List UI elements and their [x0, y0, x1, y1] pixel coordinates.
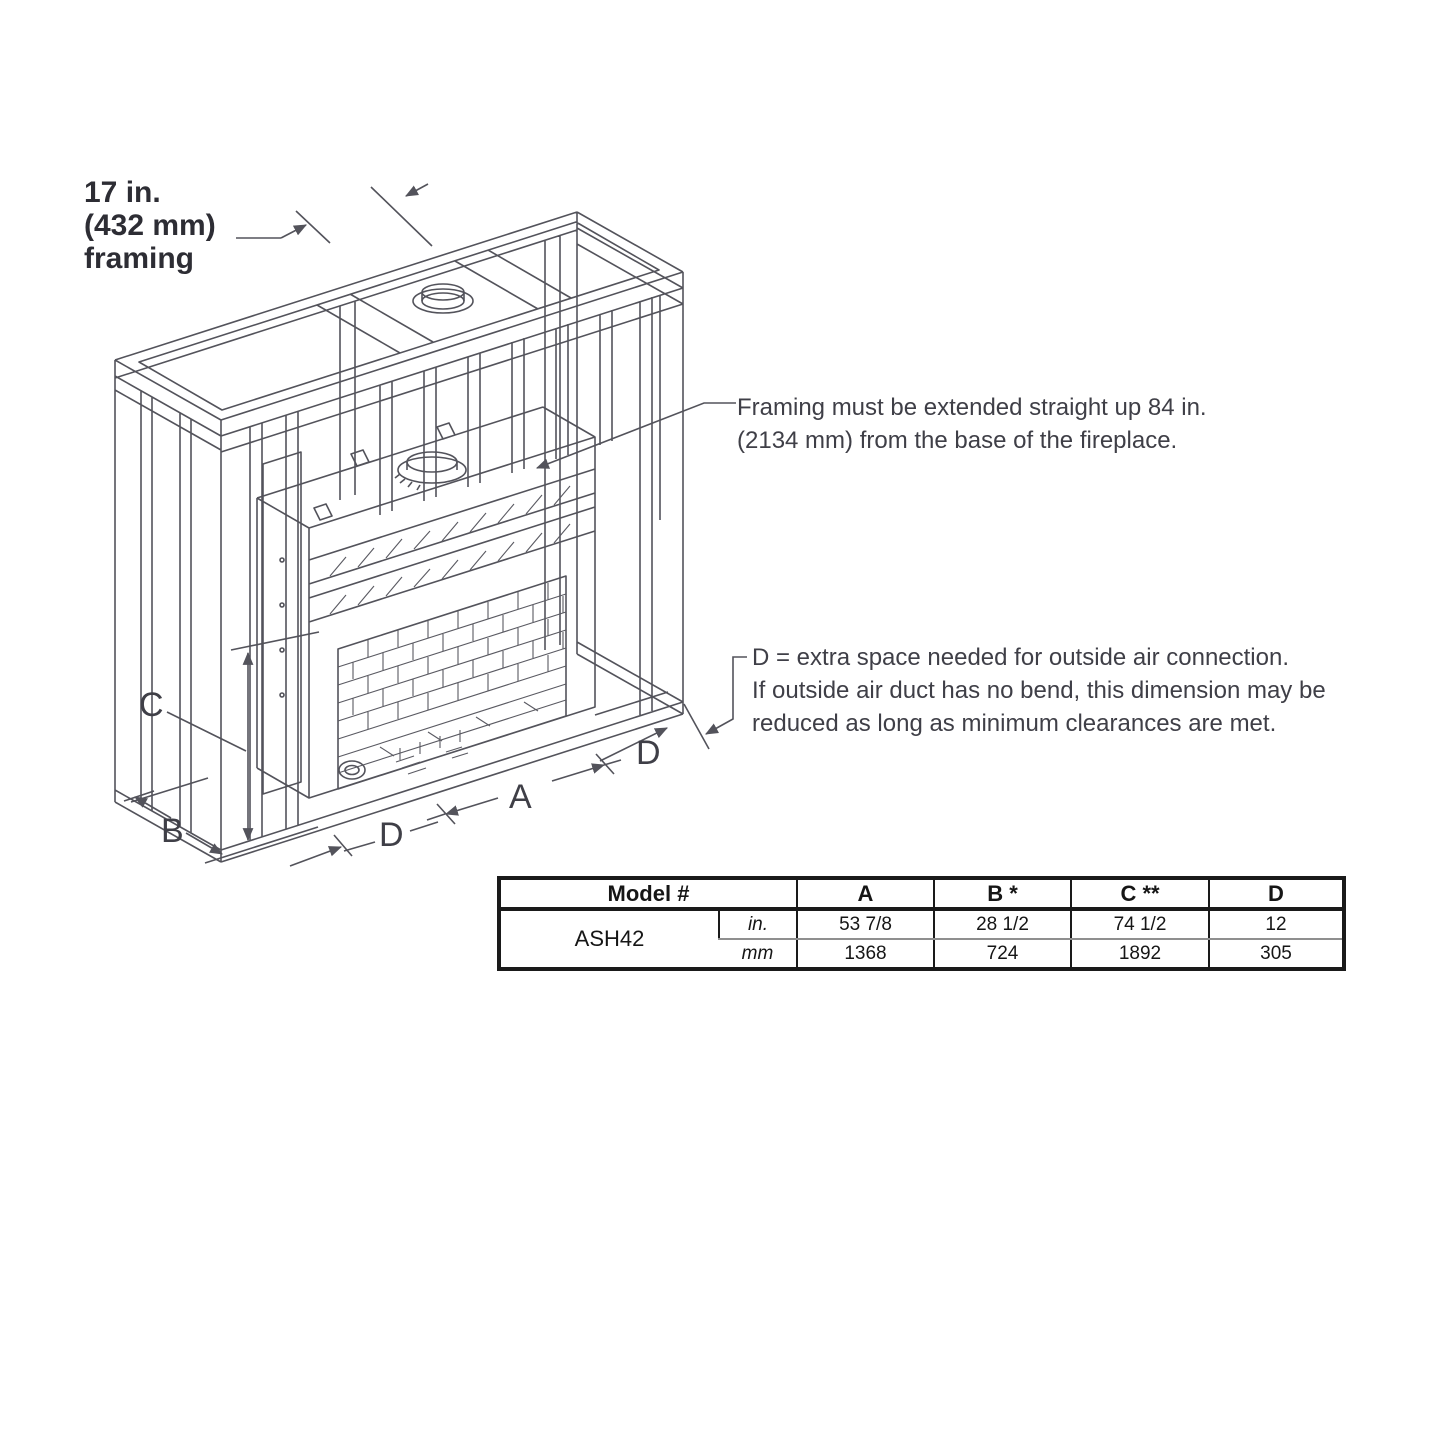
- header-d: D: [1209, 878, 1344, 909]
- model-value: ASH42: [574, 926, 645, 951]
- unit-mm: mm: [741, 942, 774, 964]
- framing-extension-note: [737, 391, 1207, 457]
- firebox-brick-detail: [330, 486, 570, 774]
- spec-row-inches: [499, 909, 1344, 939]
- stud-frame-structure: [115, 212, 683, 862]
- dim-label-c: C: [139, 686, 164, 724]
- framing-label-line1: 17 in.: [84, 176, 161, 209]
- value-d-in: 12: [1209, 909, 1344, 939]
- air-note-line2: If outside air duct has no bend, this dimension may be: [752, 677, 1326, 704]
- air-note-line1: D = extra space needed for outside air connection.: [752, 644, 1289, 671]
- dim-label-d-right: D: [636, 734, 661, 772]
- framing-dimension-label: [84, 176, 216, 275]
- dim-label-a: A: [509, 778, 532, 816]
- framing-note-line1: Framing must be extended straight up 84 in.: [737, 394, 1207, 421]
- dim-line-a-left: [446, 798, 498, 814]
- framing-note-line2: (2134 mm) from the base of the fireplace.: [737, 427, 1178, 454]
- framing-note-leader-arrow: [537, 403, 736, 468]
- unit-in: in.: [719, 909, 797, 939]
- spec-table-header-row: [499, 878, 1344, 909]
- header-c: C **: [1071, 878, 1209, 909]
- dim-label-b: B: [161, 812, 184, 850]
- value-b-mm: 724: [934, 939, 1071, 969]
- header-a: A: [797, 878, 934, 909]
- dim-line-b-lower: [186, 833, 222, 854]
- framing-label-line3: framing: [84, 242, 195, 275]
- value-a-mm: 1368: [797, 939, 934, 969]
- value-c-in: 74 1/2: [1071, 909, 1209, 939]
- framing-17in-arrow: [281, 225, 306, 238]
- spec-table: [497, 876, 1346, 971]
- air-note-line3: reduced as long as minimum clearances are met.: [752, 710, 1277, 737]
- air-note-bracket-arrow: [706, 657, 747, 734]
- dim-label-d-bottom: D: [379, 816, 404, 854]
- value-b-in: 28 1/2: [934, 909, 1071, 939]
- chimney-hole-and-flue-collar: [339, 284, 473, 779]
- value-d-mm: 305: [1209, 939, 1344, 969]
- value-a-in: 53 7/8: [797, 909, 934, 939]
- value-c-mm: 1892: [1071, 939, 1209, 969]
- outside-air-note: [752, 641, 1326, 740]
- dim-line-a-right: [552, 765, 604, 781]
- header-b: B *: [934, 878, 1071, 909]
- framing-17in-arrow-2: [406, 184, 428, 196]
- framing-label-line2: (432 mm): [84, 209, 216, 242]
- dim-line-d-bottom: [290, 847, 341, 866]
- header-model: Model #: [499, 878, 797, 909]
